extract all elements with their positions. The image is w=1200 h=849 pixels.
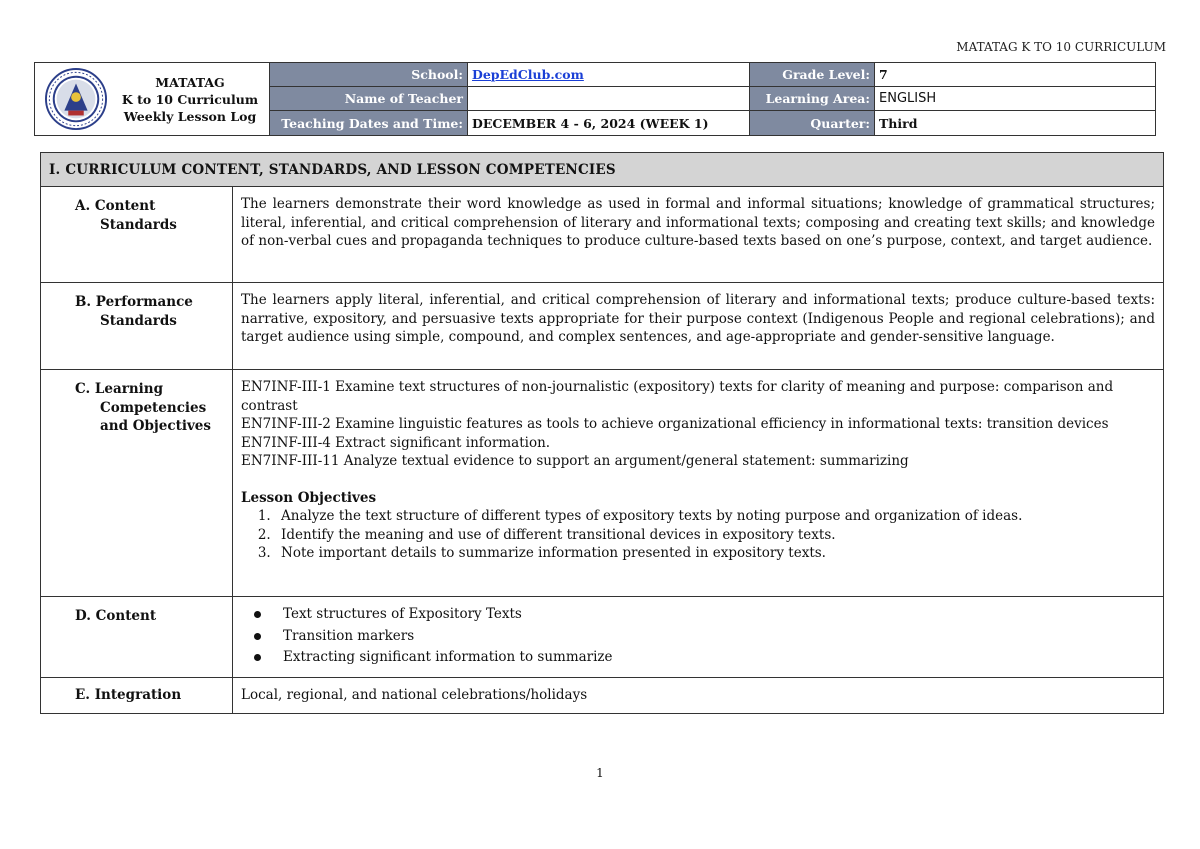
school-label: School:	[270, 63, 468, 87]
page-number: 1	[596, 766, 604, 780]
logo-cell	[35, 63, 270, 135]
school-value[interactable]: DepEdClub.com	[468, 63, 750, 87]
row-label: E. Integration	[41, 678, 233, 713]
row-label-line: A. Content	[75, 198, 156, 214]
bullet-text: Transition markers	[283, 627, 415, 644]
row-label	[41, 283, 233, 369]
row-label-line: B. Performance	[75, 294, 193, 310]
objectives-list	[241, 507, 1155, 563]
competency: EN7INF-III-2 Examine linguistic features as tools to achieve organizational efficiency in informational texts: transition devices	[241, 416, 1109, 432]
objectives-title: Lesson Objectives	[241, 489, 377, 506]
grade-level-label: Grade Level:	[750, 63, 875, 87]
objective-item: 2. Identify the meaning and use of different transitional devices in expository texts.	[275, 526, 1155, 545]
bullet-item	[269, 627, 1155, 646]
bullet-text: Text structures of Expository Texts	[283, 606, 522, 622]
row-label-line: and Objectives	[100, 418, 211, 434]
log-title	[111, 74, 269, 125]
objective-item: 3. Note important details to summarize information presented in expository texts.	[275, 544, 1155, 563]
row-label-line: Standards	[100, 312, 177, 329]
row-content: The learners apply literal, inferential, and critical comprehension of literary and informational texts; produce culture-based texts: narrative, expository, and persuasive texts appropriate for their purpose context (Indigenous People and regional celebrations); and target audience using simple, compound, and complex sentences, and age-appropriate and gender-sensitive language.	[241, 292, 1155, 345]
bullet-text: Extracting significant information to summarize	[283, 649, 613, 665]
quarter-label: Quarter:	[750, 111, 875, 135]
deped-seal-icon	[45, 68, 107, 130]
learning-area-label: Learning Area:	[750, 87, 875, 111]
content-row	[41, 597, 1163, 678]
row-label	[41, 187, 233, 282]
competencies-row	[41, 370, 1163, 597]
competency: EN7INF-III-11 Analyze textual evidence to support an argument/general statement: summarizing	[241, 453, 909, 469]
section-heading: I. CURRICULUM CONTENT, STANDARDS, AND LESSON COMPETENCIES	[41, 153, 1163, 187]
grade-level-value: 7	[875, 63, 1155, 87]
bullet-icon	[254, 611, 261, 618]
teacher-value	[468, 87, 750, 111]
bullet-item	[269, 605, 1155, 624]
row-content: The learners demonstrate their word knowledge as used in formal and informal situations; knowledge of grammatical structures; literal, inferential, and critical comprehension of literary and informational texts; composing and creating text skills; and knowledge of non-verbal cues and propaganda techniques to produce culture-based texts based on one’s purpose, context, and target audience.	[241, 196, 1155, 249]
row-content: Local, regional, and national celebrations/holidays	[241, 687, 588, 703]
row-label	[41, 370, 233, 596]
log-title-line: K to 10 Curriculum	[121, 91, 259, 107]
quarter-value: Third	[875, 111, 1155, 135]
row-label: D. Content	[41, 597, 233, 677]
lesson-log-header	[34, 62, 1156, 136]
teaching-dates-label: Teaching Dates and Time:	[270, 111, 468, 135]
integration-row	[41, 678, 1163, 713]
content-bullets	[241, 605, 1155, 667]
teacher-label: Name of Teacher	[270, 87, 468, 111]
row-label-line: C. Learning	[75, 381, 164, 397]
competency: EN7INF-III-4 Extract significant information.	[241, 434, 551, 451]
learning-area-value: ENGLISH	[875, 87, 1155, 111]
content-standards-row	[41, 187, 1163, 283]
objective-item: 1. Analyze the text structure of different types of expository texts by noting purpose and organization of ideas.	[275, 507, 1155, 526]
row-label-line: Competencies	[100, 399, 207, 416]
competency: EN7INF-III-1 Examine text structures of non-journalistic (expository) texts for clarity of meaning and purpose: comparison and contrast	[241, 379, 1114, 414]
curriculum-table	[40, 152, 1164, 714]
bullet-icon	[254, 633, 261, 640]
header-fields	[270, 63, 1155, 135]
teaching-dates-value: DECEMBER 4 - 6, 2024 (WEEK 1)	[468, 111, 750, 135]
performance-standards-row	[41, 283, 1163, 370]
running-header: MATATAG K TO 10 CURRICULUM	[956, 40, 1166, 54]
row-content	[233, 370, 1163, 596]
bullet-icon	[254, 654, 261, 661]
log-title-line: MATATAG	[155, 74, 225, 90]
row-content	[233, 597, 1163, 677]
bullet-item	[269, 648, 1155, 667]
log-title-line: Weekly Lesson Log	[123, 108, 257, 124]
row-label-line: Standards	[100, 216, 177, 233]
